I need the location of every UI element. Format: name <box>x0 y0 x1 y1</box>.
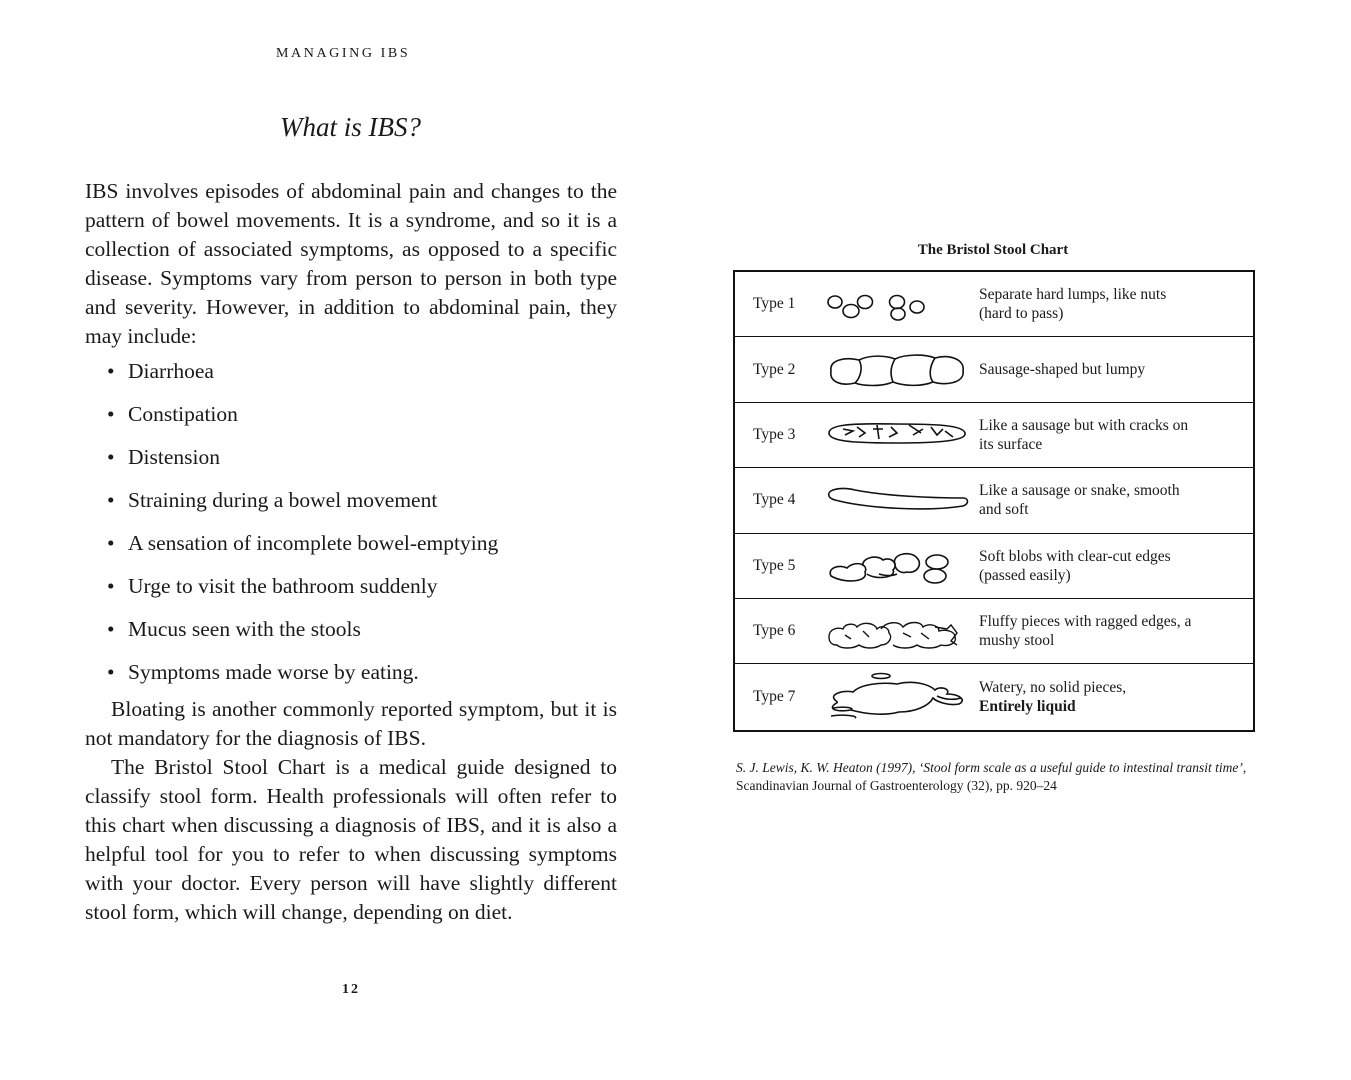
list-item: • Constipation <box>107 402 238 426</box>
row-type-label: Type 6 <box>753 622 796 640</box>
body-text <box>85 177 617 927</box>
row-description: Like a sausage or snake, smooth and soft <box>979 482 1180 519</box>
row-type-label: Type 5 <box>753 556 796 574</box>
page-number: 12 <box>342 982 360 997</box>
separate-lumps-icon <box>825 280 975 330</box>
row-description: Like a sausage but with cracks on its surface <box>979 416 1189 453</box>
row-type-label: Type 4 <box>753 491 796 509</box>
row-type-label: Type 1 <box>753 295 796 313</box>
row-description: Fluffy pieces with ragged edges, a mushy stool <box>979 613 1192 650</box>
chart-title: The Bristol Stool Chart <box>917 242 1069 258</box>
table-row <box>735 272 1253 337</box>
list-item: • Straining during a bowel movement <box>107 488 438 512</box>
bloating-paragraph: Bloating is another commonly reported symptom, but it is not mandatory for the diagnosis of IBS. <box>85 697 617 750</box>
row-type-label: Type 2 <box>753 360 796 378</box>
list-item: • Symptoms made worse by eating. <box>107 660 419 684</box>
table-row <box>735 403 1253 468</box>
list-item: • Distension <box>107 445 220 469</box>
list-item: • Diarrhoea <box>107 359 214 383</box>
intro-paragraph: IBS involves episodes of abdominal pain and changes to the pattern of bowel movements. It is a syndrome, and so it is a collection of associated symptoms, as opposed to a specific disease. Symptoms vary from person to person in both type and severity. However, in addition to abdominal pain, they may include: <box>85 179 617 348</box>
row-description: Sausage-shaped but lumpy <box>979 361 1146 379</box>
bristol-paragraph: The Bristol Stool Chart is a medical guide designed to classify stool form. Health professionals will often refer to this chart when discussing a diagnosis of IBS, and it is also a helpful tool for you to refer to when discussing symptoms with your doctor. Every person will have slightly different stool form, which will change, depending on diet. <box>85 755 617 924</box>
row-description: Separate hard lumps, like nuts (hard to pass) <box>979 286 1167 323</box>
watery-icon <box>825 672 975 722</box>
row-description: Watery, no solid pieces, Entirely liquid <box>979 679 1127 716</box>
row-type-label: Type 7 <box>753 688 796 706</box>
bristol-stool-chart <box>733 270 1255 732</box>
list-item: • A sensation of incomplete bowel-emptying <box>107 531 499 555</box>
table-row <box>735 534 1253 599</box>
list-item: • Mucus seen with the stools <box>107 617 361 641</box>
row-description: Soft blobs with clear-cut edges (passed easily) <box>979 547 1171 584</box>
table-row <box>735 337 1253 402</box>
lumpy-sausage-icon <box>825 345 975 395</box>
citation-authors: S. J. Lewis, K. W. Heaton (1997), ‘Stool form scale as a useful guide to intestinal transit time’, <box>736 760 1247 775</box>
running-head: MANAGING IBS <box>276 46 411 61</box>
list-item: • Urge to visit the bathroom suddenly <box>107 574 438 598</box>
table-row <box>735 468 1253 533</box>
cracked-sausage-icon <box>825 411 975 461</box>
chapter-title: What is IBS? <box>280 112 421 142</box>
citation-journal: Scandinavian Journal of Gastroenterology (32), pp. 920–24 <box>736 778 1057 793</box>
soft-blobs-icon <box>825 542 975 592</box>
symptom-list <box>85 357 617 693</box>
row-type-label: Type 3 <box>753 425 796 443</box>
citation <box>736 759 1276 795</box>
table-row <box>735 664 1253 729</box>
fluffy-pieces-icon <box>825 607 975 657</box>
table-row <box>735 599 1253 664</box>
smooth-sausage-icon <box>825 476 975 526</box>
